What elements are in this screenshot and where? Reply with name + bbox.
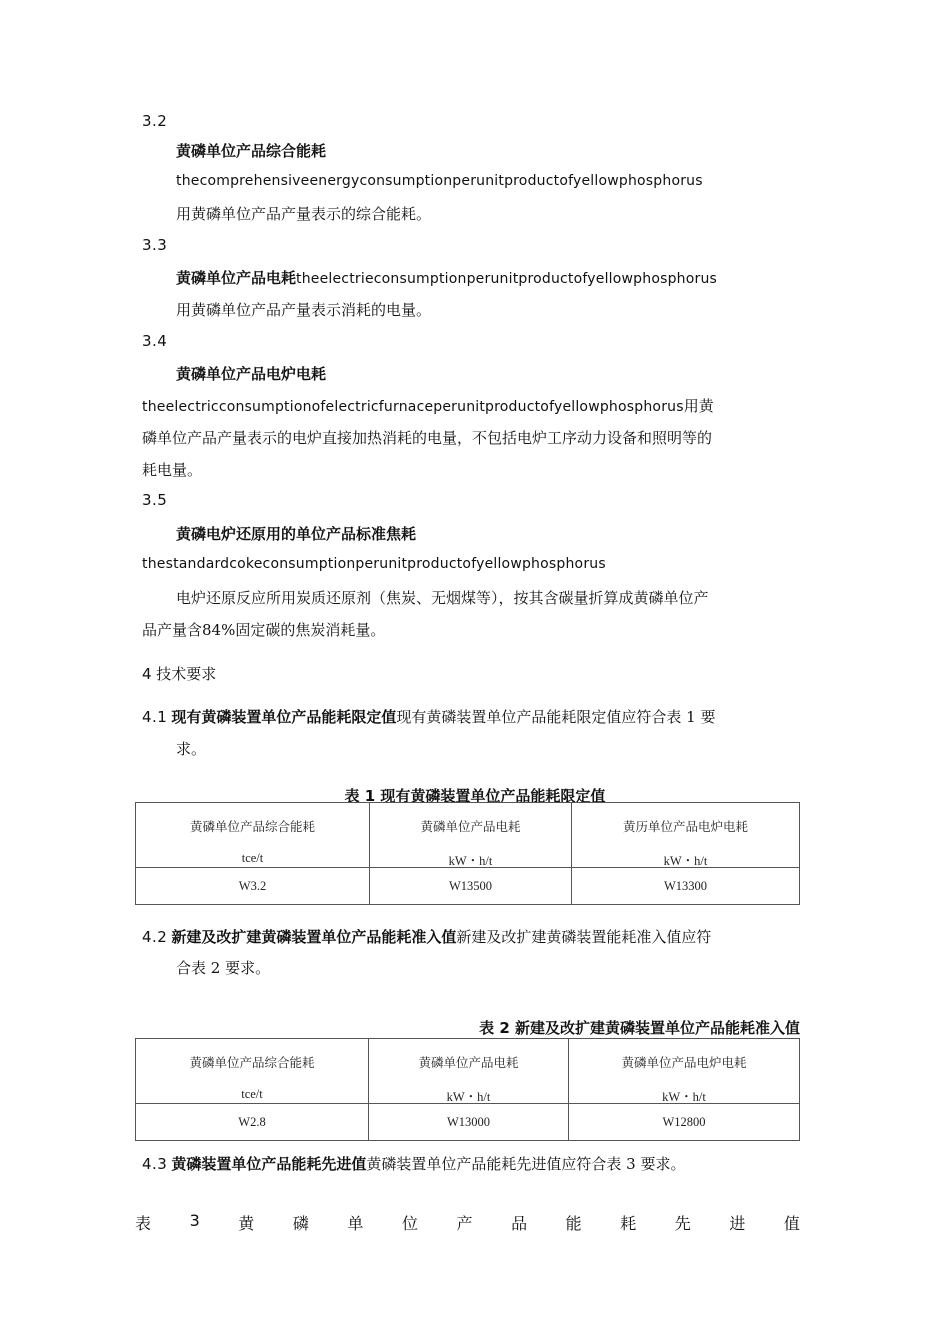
clause-number-4-2: 4.2: [142, 928, 168, 946]
header-label: 黄历单位产品电炉电耗: [622, 820, 748, 834]
header-unit: kW・h/t: [446, 1090, 491, 1104]
header-unit: kW・h/t: [663, 854, 708, 868]
definition-3-3: 用黄磷单位产品产量表示消耗的电量。: [176, 301, 432, 319]
table-cell: W12800: [569, 1104, 800, 1141]
term-cn-3-5: 黄磷电炉还原用的单位产品标准焦耗: [176, 525, 417, 543]
term-cn-3-3: 黄磷单位产品电耗: [176, 269, 297, 287]
caption-char: 先: [674, 1214, 691, 1233]
table-cell: W3.2: [136, 868, 370, 905]
caption-char: 值: [783, 1214, 800, 1233]
term-en-3-2: thecomprehensiveenergyconsumptionperunitproductofyellowphosphorus: [176, 173, 703, 189]
header-label: 黄磷单位产品综合能耗: [189, 820, 315, 834]
section-number-3-3: 3.3: [142, 236, 168, 254]
header-unit: tce/t: [241, 851, 264, 865]
clause-title-4-1: 现有黄磷装置单位产品能耗限定值: [171, 708, 397, 726]
header-unit: kW・h/t: [662, 1090, 706, 1104]
term-cn-3-2: 黄磷单位产品综合能耗: [176, 142, 327, 160]
table-2-caption: 表 2 新建及改扩建黄磷装置单位产品能耗准入值: [479, 1019, 800, 1037]
definition-3-4-start: 用黄: [683, 397, 714, 415]
table-1-header-row: [136, 803, 800, 868]
table-1-caption: 表 1 现有黄磷装置单位产品能耗限定值: [344, 787, 606, 805]
clause-text-4-1-cont: 求。: [176, 740, 207, 758]
clause-text-4-2-cont: 合表 2 要求。: [176, 959, 271, 977]
chapter-4-title: 4 技术要求: [142, 665, 217, 683]
definition-3-4-line2: 磷单位产品产量表示的电炉直接加热消耗的电量，不包括电炉工序动力设备和照明等的: [142, 429, 713, 447]
caption-char: 进: [729, 1214, 746, 1233]
table-3-caption: [135, 1211, 800, 1234]
caption-char: 表: [135, 1214, 152, 1233]
table-2-header-cell: [136, 1039, 369, 1104]
caption-char: 能: [565, 1214, 582, 1233]
definition-3-2: 用黄磷单位产品产量表示的综合能耗。: [176, 205, 432, 223]
term-en-3-5: thestandardcokeconsumptionperunitproductofyellowphosphorus: [142, 556, 606, 572]
section-number-3-4: 3.4: [142, 332, 168, 350]
definition-3-4-line3: 耗电量。: [142, 461, 203, 479]
table-cell: W13500: [370, 868, 572, 905]
table-1-value-row: [136, 868, 800, 905]
caption-char: 磷: [292, 1214, 309, 1233]
clause-number-4-1: 4.1: [142, 708, 168, 726]
table-cell: W13000: [369, 1104, 569, 1141]
definition-3-5-line2: 品产量含84%固定碳的焦炭消耗量。: [142, 621, 386, 639]
header-unit: tce/t: [241, 1087, 263, 1101]
table-2: [135, 1038, 800, 1141]
clause-4-3: [142, 1153, 685, 1174]
table-cell: W13300: [572, 868, 800, 905]
caption-char: 耗: [620, 1214, 637, 1233]
section-number-3-2: 3.2: [142, 112, 168, 130]
caption-char: 黄: [238, 1214, 255, 1233]
term-line-3-3: [176, 267, 717, 288]
definition-3-5-line1: 电炉还原反应所用炭质还原剂（焦炭、无烟煤等），按其含碳量折算成黄磷单位产: [176, 589, 709, 607]
clause-text-4-1: 现有黄磷装置单位产品能耗限定值应符合表 1 要: [396, 708, 716, 726]
caption-char: 产: [456, 1214, 473, 1233]
table-1-header-cell: [572, 803, 800, 868]
clause-title-4-3: 黄磷装置单位产品能耗先进值: [171, 1155, 367, 1173]
term-line-3-4: [142, 395, 714, 416]
header-label: 黄磷单位产品电耗: [420, 820, 521, 834]
caption-char: 位: [401, 1214, 418, 1233]
table-2-header-cell: [369, 1039, 569, 1104]
clause-number-4-3: 4.3: [142, 1155, 168, 1173]
table-1-header-cell: [136, 803, 370, 868]
header-label: 黄磷单位产品电耗: [418, 1056, 519, 1070]
table-2-value-row: [136, 1104, 800, 1141]
caption-char: 3: [189, 1211, 200, 1230]
header-label: 黄磷单位产品综合能耗: [189, 1056, 315, 1070]
table-1-header-cell: [370, 803, 572, 868]
caption-char: 单: [347, 1214, 364, 1233]
section-number-3-5: 3.5: [142, 491, 168, 509]
clause-text-4-2: 新建及改扩建黄磷装置能耗准入值应符: [456, 928, 712, 946]
term-cn-3-4: 黄磷单位产品电炉电耗: [176, 365, 327, 383]
clause-text-4-3: 黄磷装置单位产品能耗先进值应符合表 3 要求。: [366, 1155, 686, 1173]
table-2-header-row: [136, 1039, 800, 1104]
clause-4-2: [142, 926, 711, 947]
clause-4-1: [142, 706, 715, 727]
header-label: 黄磷单位产品电炉电耗: [621, 1056, 747, 1070]
table-2-header-cell: [569, 1039, 800, 1104]
header-unit: kW・h/t: [448, 854, 493, 868]
table-1: [135, 802, 800, 905]
term-en-3-4: theelectricconsumptionofelectricfurnaceperunitproductofyellowphosphorus: [142, 399, 684, 415]
term-en-3-3: theelectrieconsumptionperunitproductofyellowphosphorus: [296, 271, 718, 287]
caption-char: 品: [511, 1214, 528, 1233]
clause-title-4-2: 新建及改扩建黄磷装置单位产品能耗准入值: [171, 928, 457, 946]
table-cell: W2.8: [136, 1104, 369, 1141]
